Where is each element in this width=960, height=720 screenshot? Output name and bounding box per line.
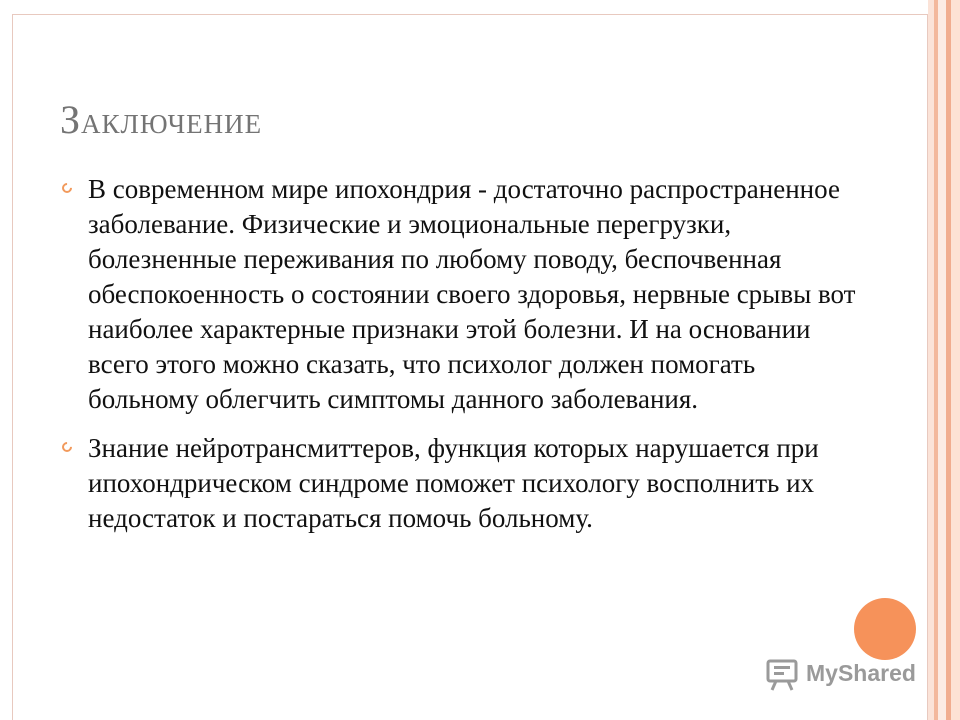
bullet-arc-icon (60, 440, 74, 454)
decorative-orange-circle (854, 598, 916, 660)
bullet-text: Знание нейротрансмиттеров, функция которых нарушается при ипохондрическом синдроме поможет психологу восполнить их недостаток и постараться помочь больному. (88, 433, 819, 533)
bullet-text: В современном мире ипохондрия - достаточно распространенное заболевание. Физические и эмоциональные перегрузки, болезненные переживания по любому поводу, беспочвенная обеспокоенность о состоянии своего здоровья, нервные срывы вот наиболее характерные признаки этой болезни. И на основании всего этого можно сказать, что психолог должен помогать больному облегчить симптомы данного заболевания. (88, 174, 856, 414)
bullet-list (62, 172, 862, 550)
bullet-arc-icon (60, 181, 74, 195)
slide-title: Заключение (60, 97, 263, 142)
bullet-item (62, 431, 862, 536)
side-stripes (928, 0, 960, 720)
watermark-text: MyShared (806, 660, 916, 686)
presentation-board-icon (764, 658, 800, 692)
bullet-item (62, 172, 862, 417)
watermark (764, 656, 934, 692)
